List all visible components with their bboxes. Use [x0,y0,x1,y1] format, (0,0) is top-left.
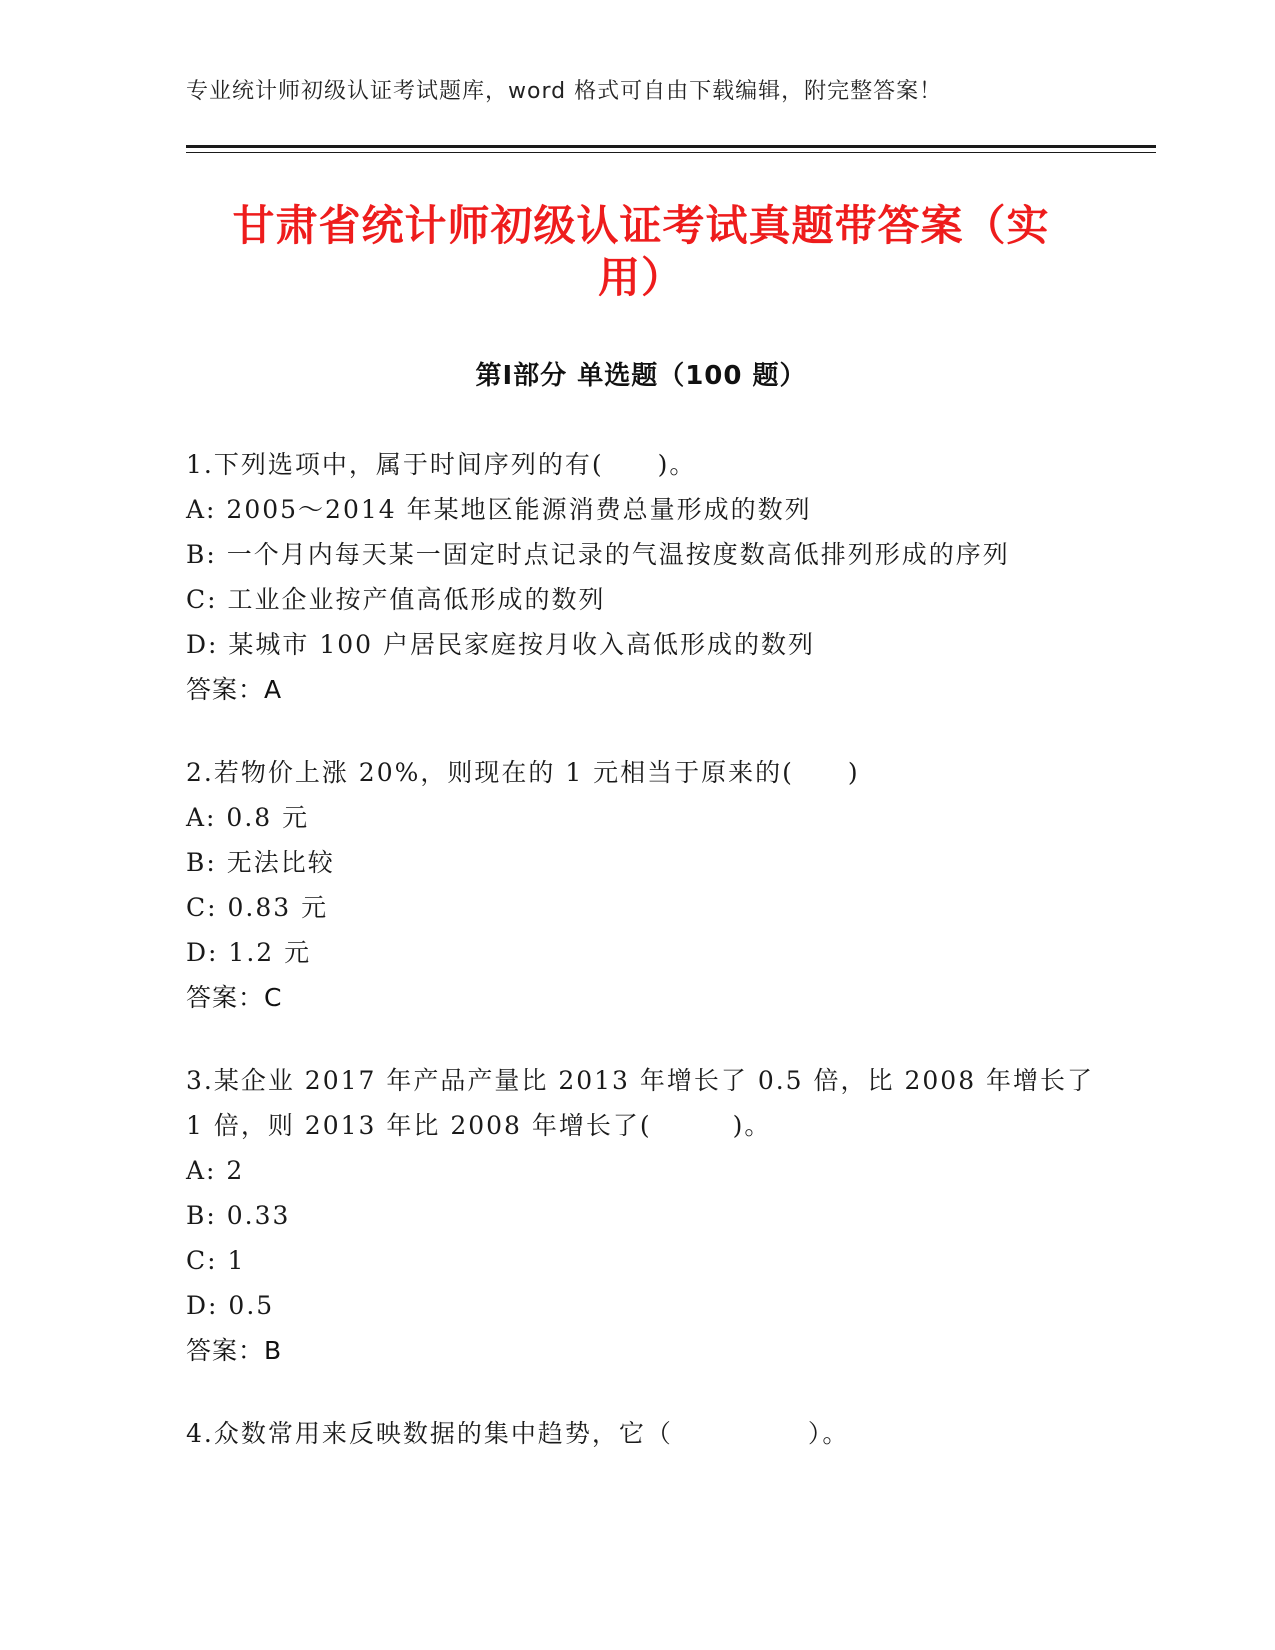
question-1 [186,442,1096,712]
question-stem: 2.若物价上涨 20%，则现在的 1 元相当于原来的( ) [186,758,860,787]
question-list [186,442,1096,1494]
option-d: D: 0.5 [186,1291,275,1320]
option-d: D: 某城市 100 户居民家庭按月收入高低形成的数列 [186,630,816,659]
option-a: A: 2 [186,1156,245,1185]
answer: 答案：B [186,1336,283,1365]
option-a: A: 0.8 元 [186,803,310,832]
option-a: A: 2005～2014 年某地区能源消费总量形成的数列 [186,495,812,524]
option-b: B: 无法比较 [186,848,335,877]
question-stem-line-1: 3.某企业 2017 年产品产量比 2013 年增长了 0.5 倍，比 2008 年增长了 [186,1066,1095,1095]
document-title [186,200,1096,304]
question-stem: 4.众数常用来反映数据的集中趋势，它（ ）。 [186,1419,850,1448]
header-rule-thin [186,152,1156,153]
document-title-line-1: 甘肃省统计师初级认证考试真题带答案（实 [232,201,1050,250]
question-stem-line-2: 1 倍，则 2013 年比 2008 年增长了( )。 [186,1111,772,1140]
section-title: 第Ⅰ部分 单选题（100 题） [475,361,807,391]
option-c: C: 工业企业按产值高低形成的数列 [186,585,606,614]
option-b: B: 0.33 [186,1201,291,1230]
header-note: 专业统计师初级认证考试题库，word 格式可自由下载编辑，附完整答案！ [186,79,943,104]
answer: 答案：C [186,983,283,1012]
option-c: C: 0.83 元 [186,893,329,922]
header-rule-thick [186,145,1156,148]
question-4 [186,1411,1096,1456]
option-c: C: 1 [186,1246,246,1275]
question-3 [186,1058,1096,1373]
question-stem: 1.下列选项中，属于时间序列的有( )。 [186,450,697,479]
option-d: D: 1.2 元 [186,938,312,967]
question-2 [186,750,1096,1020]
answer: 答案：A [186,675,283,704]
option-b: B: 一个月内每天某一固定时点记录的气温按度数高低排列形成的序列 [186,540,1010,569]
document-title-line-2: 用） [597,253,684,302]
